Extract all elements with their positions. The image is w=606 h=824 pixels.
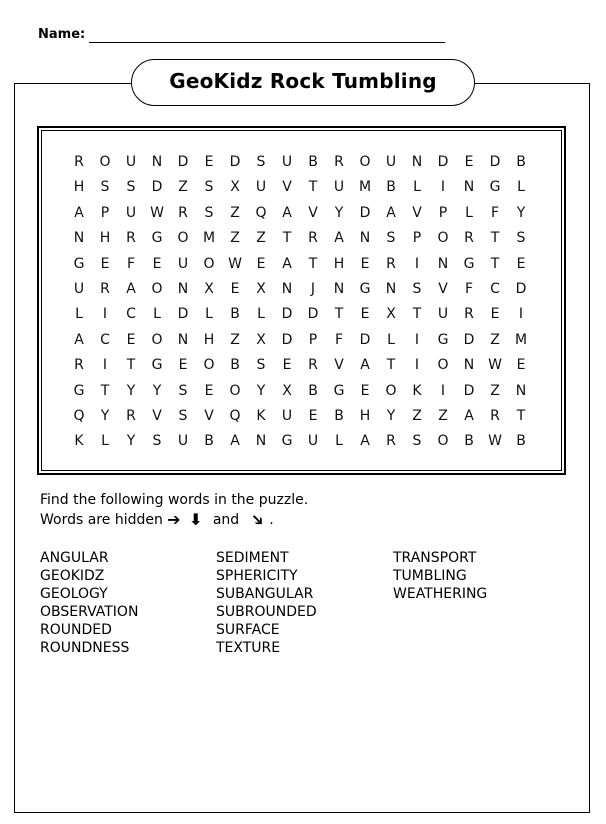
word-list-item: TUMBLING [393, 568, 467, 584]
word-search-grid [37, 126, 566, 475]
grid-letter[interactable]: D [359, 204, 371, 221]
grid-letter[interactable]: N [463, 179, 475, 196]
grid-letter[interactable]: W [488, 433, 502, 450]
grid-letter[interactable]: G [73, 255, 85, 272]
word-list-item: TRANSPORT [393, 550, 477, 566]
grid-letter[interactable]: N [151, 154, 163, 170]
grid-letter[interactable]: I [414, 357, 420, 374]
grid-letter[interactable]: N [437, 255, 449, 272]
grid-letter[interactable]: R [178, 204, 188, 221]
grid-letter[interactable]: I [102, 357, 108, 374]
grid-letter[interactable]: Z [230, 230, 240, 247]
grid-letter[interactable]: M [202, 230, 216, 247]
grid-letter[interactable]: N [333, 281, 345, 297]
grid-letter[interactable]: S [204, 179, 214, 196]
word-list-item: ROUNDNESS [40, 640, 130, 656]
grid-letter[interactable]: E [204, 154, 214, 170]
grid-letter[interactable]: H [203, 331, 215, 348]
grid-letter[interactable]: U [73, 281, 85, 297]
grid-letter[interactable]: I [440, 382, 446, 399]
grid-letter[interactable]: Z [256, 230, 266, 247]
grid-letter[interactable]: S [100, 179, 110, 196]
grid-letter[interactable]: U [177, 433, 189, 450]
grid-letter[interactable]: E [360, 306, 370, 323]
word-list-item: SUBANGULAR [216, 586, 314, 602]
grid-letter[interactable]: O [203, 357, 215, 374]
grid-letter[interactable]: A [230, 433, 240, 450]
instructions [40, 490, 308, 530]
grid-letter[interactable]: E [308, 408, 318, 424]
grid-letter[interactable]: E [100, 255, 110, 272]
arrow-right-icon: ➔ [167, 510, 181, 529]
grid-letter[interactable]: R [464, 306, 474, 323]
grid-letter[interactable]: D [281, 306, 293, 323]
grid-letter[interactable]: C [490, 281, 500, 297]
grid-letter[interactable]: L [205, 306, 213, 323]
grid-letter[interactable]: T [516, 408, 526, 424]
grid-letter[interactable]: H [73, 179, 85, 196]
grid-letter[interactable]: E [282, 357, 292, 374]
grid-letter[interactable]: T [490, 255, 500, 272]
grid-letter[interactable]: J [310, 281, 316, 297]
grid-letter[interactable]: Q [73, 408, 85, 424]
grid-letter[interactable]: Y [126, 433, 136, 450]
grid-letter[interactable]: Z [490, 331, 500, 348]
grid-letter[interactable]: Y [256, 382, 266, 399]
grid-letter[interactable]: T [490, 230, 500, 247]
grid-letter[interactable]: L [257, 306, 265, 323]
grid-letter[interactable]: N [177, 281, 189, 297]
grid-letter[interactable]: N [177, 331, 189, 348]
grid-letter[interactable]: F [126, 255, 136, 272]
grid-letter[interactable]: S [126, 179, 136, 196]
grid-letter[interactable]: S [152, 433, 162, 450]
grid-letter[interactable]: A [74, 204, 84, 221]
grid-letter[interactable]: X [386, 306, 396, 323]
grid-letter[interactable]: W [228, 255, 242, 272]
grid-letter[interactable]: W [488, 357, 502, 374]
grid-letter[interactable]: E [204, 382, 214, 399]
grid-letter[interactable]: Q [255, 204, 267, 221]
grid-letter[interactable]: D [359, 331, 371, 348]
grid-letter[interactable]: E [178, 357, 188, 374]
grid-letter[interactable]: S [204, 204, 214, 221]
instructions-and: and [212, 512, 240, 528]
grid-letter[interactable]: H [99, 230, 111, 247]
grid-letter[interactable]: A [282, 204, 292, 221]
page-title: GeoKidz Rock Tumbling [131, 59, 475, 106]
grid-letter[interactable]: G [489, 179, 501, 196]
grid-letter[interactable]: S [412, 433, 422, 450]
grid-letter[interactable]: R [100, 281, 110, 297]
grid-letter[interactable]: T [282, 230, 292, 247]
grid-letter[interactable]: A [360, 433, 370, 450]
grid-letter[interactable]: V [204, 408, 214, 424]
grid-letter[interactable]: R [334, 154, 344, 170]
grid-letter[interactable]: T [100, 382, 110, 399]
grid-letter[interactable]: N [359, 230, 371, 247]
grid-letter[interactable]: G [437, 331, 449, 348]
grid-letter[interactable]: Z [412, 408, 422, 424]
grid-letter[interactable]: Z [490, 382, 500, 399]
grid-letter[interactable]: K [256, 408, 266, 424]
grid-letter[interactable]: G [333, 382, 345, 399]
grid-letter[interactable]: L [153, 306, 161, 323]
grid-letter[interactable]: E [152, 255, 162, 272]
grid-letter[interactable]: B [230, 357, 240, 374]
grid-letter[interactable]: O [229, 382, 241, 399]
word-list-item: ANGULAR [40, 550, 109, 566]
grid-letter[interactable]: E [230, 281, 240, 297]
grid-letter[interactable]: L [335, 433, 343, 450]
grid-letter[interactable]: R [74, 357, 84, 374]
grid-letter[interactable]: W [150, 204, 164, 221]
grid-letter[interactable]: K [74, 433, 84, 450]
grid-letter[interactable]: B [386, 179, 396, 196]
grid-letter[interactable]: O [177, 230, 189, 247]
grid-letter[interactable]: T [334, 306, 344, 323]
grid-letter[interactable]: E [516, 357, 526, 374]
grid-letter[interactable]: D [463, 331, 475, 348]
word-list-column-1 [40, 549, 138, 657]
grid-letter[interactable]: T [308, 179, 318, 196]
grid-letter[interactable]: U [125, 204, 137, 221]
grid-letter[interactable]: Z [230, 331, 240, 348]
grid-letter[interactable]: X [256, 281, 266, 297]
grid-letter[interactable]: N [411, 154, 423, 170]
grid-letter[interactable]: X [204, 281, 214, 297]
grid-letter[interactable]: H [359, 408, 371, 424]
grid-letter[interactable]: D [437, 154, 449, 170]
grid-letter[interactable]: T [308, 255, 318, 272]
grid-letter[interactable]: U [255, 179, 267, 196]
grid-letter[interactable]: V [412, 204, 422, 221]
grid-letter[interactable]: Y [334, 204, 344, 221]
grid-letter[interactable]: X [256, 331, 266, 348]
grid-letter[interactable]: V [334, 357, 344, 374]
grid-letter[interactable]: R [126, 408, 136, 424]
grid-letter[interactable]: A [386, 204, 396, 221]
grid-letter[interactable]: G [73, 382, 85, 399]
grid-letter[interactable]: D [515, 281, 527, 297]
grid-letter[interactable]: O [385, 382, 397, 399]
grid-letter[interactable]: U [307, 433, 319, 450]
grid-letter[interactable]: Q [229, 408, 241, 424]
grid-letter[interactable]: P [308, 331, 318, 348]
grid-letter[interactable]: P [100, 204, 110, 221]
word-list-item: SUBROUNDED [216, 604, 317, 620]
grid-letter[interactable]: I [440, 179, 446, 196]
grid-letter[interactable]: U [177, 255, 189, 272]
grid-letter[interactable]: G [281, 433, 293, 450]
grid-letter[interactable]: G [151, 230, 163, 247]
grid-letter[interactable]: R [308, 230, 318, 247]
grid-letter[interactable]: R [308, 357, 318, 374]
grid-letter[interactable]: L [387, 331, 395, 348]
grid-letter[interactable]: U [281, 154, 293, 170]
grid-letter[interactable]: U [281, 408, 293, 424]
grid-letter[interactable]: S [516, 230, 526, 247]
grid-letter[interactable]: V [438, 281, 448, 297]
grid-letter[interactable]: N [463, 357, 475, 374]
grid-letter[interactable]: D [177, 154, 189, 170]
grid-letter[interactable]: F [334, 331, 344, 348]
grid-letter[interactable]: S [178, 408, 188, 424]
grid-letter[interactable]: U [333, 179, 345, 196]
grid-letter[interactable]: H [333, 255, 345, 272]
grid-letter[interactable]: P [438, 204, 448, 221]
grid-letter[interactable]: Y [386, 408, 396, 424]
grid-letter[interactable]: I [518, 306, 524, 323]
grid-letter[interactable]: A [464, 408, 474, 424]
grid-letter[interactable]: M [514, 331, 528, 348]
grid-letter[interactable]: U [125, 154, 137, 170]
grid-letter[interactable]: V [282, 179, 292, 196]
grid-letter[interactable]: O [437, 230, 449, 247]
name-label: Name: [38, 27, 86, 42]
grid-letter[interactable]: T [126, 357, 136, 374]
grid-letter[interactable]: L [101, 433, 109, 450]
grid-letter[interactable]: O [151, 331, 163, 348]
instructions-line-1: Find the following words in the puzzle. [40, 492, 309, 508]
word-list-item: WEATHERING [393, 586, 488, 602]
word-list-item: SEDIMENT [216, 550, 289, 566]
grid-letter[interactable]: R [386, 255, 396, 272]
grid-letter[interactable]: A [360, 357, 370, 374]
grid-letter[interactable]: S [412, 281, 422, 297]
grid-letter[interactable]: N [515, 382, 527, 399]
grid-letter[interactable]: L [517, 179, 525, 196]
grid-letter[interactable]: B [516, 154, 526, 170]
word-list-item: ROUNDED [40, 622, 112, 638]
grid-letter[interactable]: O [151, 281, 163, 297]
word-list-item: SPHERICITY [216, 568, 298, 584]
grid-letter[interactable]: A [126, 281, 136, 297]
grid-letter[interactable]: Y [126, 382, 136, 399]
arrow-diagonal-icon: ➔ [247, 508, 270, 532]
grid-letter[interactable]: R [74, 154, 84, 170]
grid-letter[interactable]: N [385, 281, 397, 297]
grid-letter[interactable]: U [385, 154, 397, 170]
grid-letter[interactable]: A [334, 230, 344, 247]
grid-letter[interactable]: Y [516, 204, 526, 221]
grid-letter[interactable]: Y [100, 408, 110, 424]
grid-letter[interactable]: S [178, 382, 188, 399]
grid-letter[interactable]: E [360, 382, 370, 399]
grid-letter[interactable]: B [464, 433, 474, 450]
grid-letter[interactable]: E [126, 331, 136, 348]
word-list-column-3 [393, 549, 487, 603]
word-list-item: GEOKIDZ [40, 568, 105, 584]
grid-letter[interactable]: N [281, 281, 293, 297]
grid-letter[interactable]: D [307, 306, 319, 323]
grid-letter[interactable]: D [489, 154, 501, 170]
grid-letter[interactable]: C [126, 306, 136, 323]
grid-letter[interactable]: R [386, 433, 396, 450]
grid-letter[interactable]: S [256, 154, 266, 170]
word-list-item: TEXTURE [216, 640, 281, 656]
arrow-down-icon: ⬇ [189, 510, 203, 529]
grid-letter[interactable]: C [100, 331, 110, 348]
grid-letter[interactable]: Z [230, 204, 240, 221]
grid-letter[interactable]: B [230, 306, 240, 323]
grid-letter[interactable]: B [308, 382, 318, 399]
grid-letter[interactable]: O [437, 357, 449, 374]
grid-letter[interactable]: M [358, 179, 372, 196]
grid-letter[interactable]: I [414, 331, 420, 348]
grid-letter[interactable]: F [490, 204, 500, 221]
grid-letter[interactable]: O [437, 433, 449, 450]
grid-letter[interactable]: L [413, 179, 421, 196]
grid-letter[interactable]: A [74, 331, 84, 348]
grid-letter[interactable]: G [463, 255, 475, 272]
word-list-item: OBSERVATION [40, 604, 139, 620]
word-list-item: GEOLOGY [40, 586, 108, 602]
grid-letter[interactable]: T [412, 306, 422, 323]
word-list-column-2 [216, 549, 317, 657]
grid-letter[interactable]: I [102, 306, 108, 323]
grid-letter[interactable]: D [229, 154, 241, 170]
instructions-line-2 [40, 510, 308, 530]
grid-letter[interactable]: X [282, 382, 292, 399]
grid-letter[interactable]: V [152, 408, 162, 424]
instructions-prefix: Words are hidden [40, 512, 163, 528]
grid-letter[interactable]: D [463, 382, 475, 399]
grid-letter[interactable]: S [256, 357, 266, 374]
grid-letter[interactable]: F [464, 281, 474, 297]
grid-letter[interactable]: B [516, 433, 526, 450]
name-line[interactable] [89, 42, 445, 43]
grid-letter[interactable]: G [359, 281, 371, 297]
grid-letter[interactable]: X [230, 179, 240, 196]
grid-letter[interactable]: U [437, 306, 449, 323]
grid-letter[interactable]: V [308, 204, 318, 221]
grid-letter[interactable]: R [464, 230, 474, 247]
grid-letter[interactable]: Z [178, 179, 188, 196]
grid-letter[interactable]: T [386, 357, 396, 374]
grid-letter[interactable]: D [281, 331, 293, 348]
grid-letter[interactable]: A [282, 255, 292, 272]
word-list-item: SURFACE [216, 622, 280, 638]
grid-letter[interactable]: N [255, 433, 267, 450]
grid-letter[interactable]: N [73, 230, 85, 247]
grid-letter[interactable]: O [203, 255, 215, 272]
grid-letter[interactable]: Z [438, 408, 448, 424]
grid-letter[interactable]: E [360, 255, 370, 272]
grid-letter[interactable]: K [412, 382, 422, 399]
grid-letter[interactable]: L [75, 306, 83, 323]
grid-letter[interactable]: E [516, 255, 526, 272]
grid-letter[interactable]: B [334, 408, 344, 424]
grid-letter[interactable]: O [99, 154, 111, 170]
grid-letter[interactable]: L [465, 204, 473, 221]
grid-letter[interactable]: R [490, 408, 500, 424]
grid-letter[interactable]: Y [152, 382, 162, 399]
grid-letter[interactable]: P [412, 230, 422, 247]
grid-letter[interactable]: O [359, 154, 371, 170]
grid-letter[interactable]: S [386, 230, 396, 247]
instructions-period: . [269, 512, 274, 528]
grid-letter[interactable]: B [204, 433, 214, 450]
grid-letter[interactable]: B [308, 154, 318, 170]
grid-letter[interactable]: D [151, 179, 163, 196]
grid-letter[interactable]: R [126, 230, 136, 247]
grid-letter[interactable]: D [177, 306, 189, 323]
grid-letter[interactable]: E [464, 154, 474, 170]
grid-letter[interactable]: E [256, 255, 266, 272]
grid-letter[interactable]: E [490, 306, 500, 323]
grid-letter[interactable]: G [151, 357, 163, 374]
grid-letter[interactable]: I [414, 255, 420, 272]
